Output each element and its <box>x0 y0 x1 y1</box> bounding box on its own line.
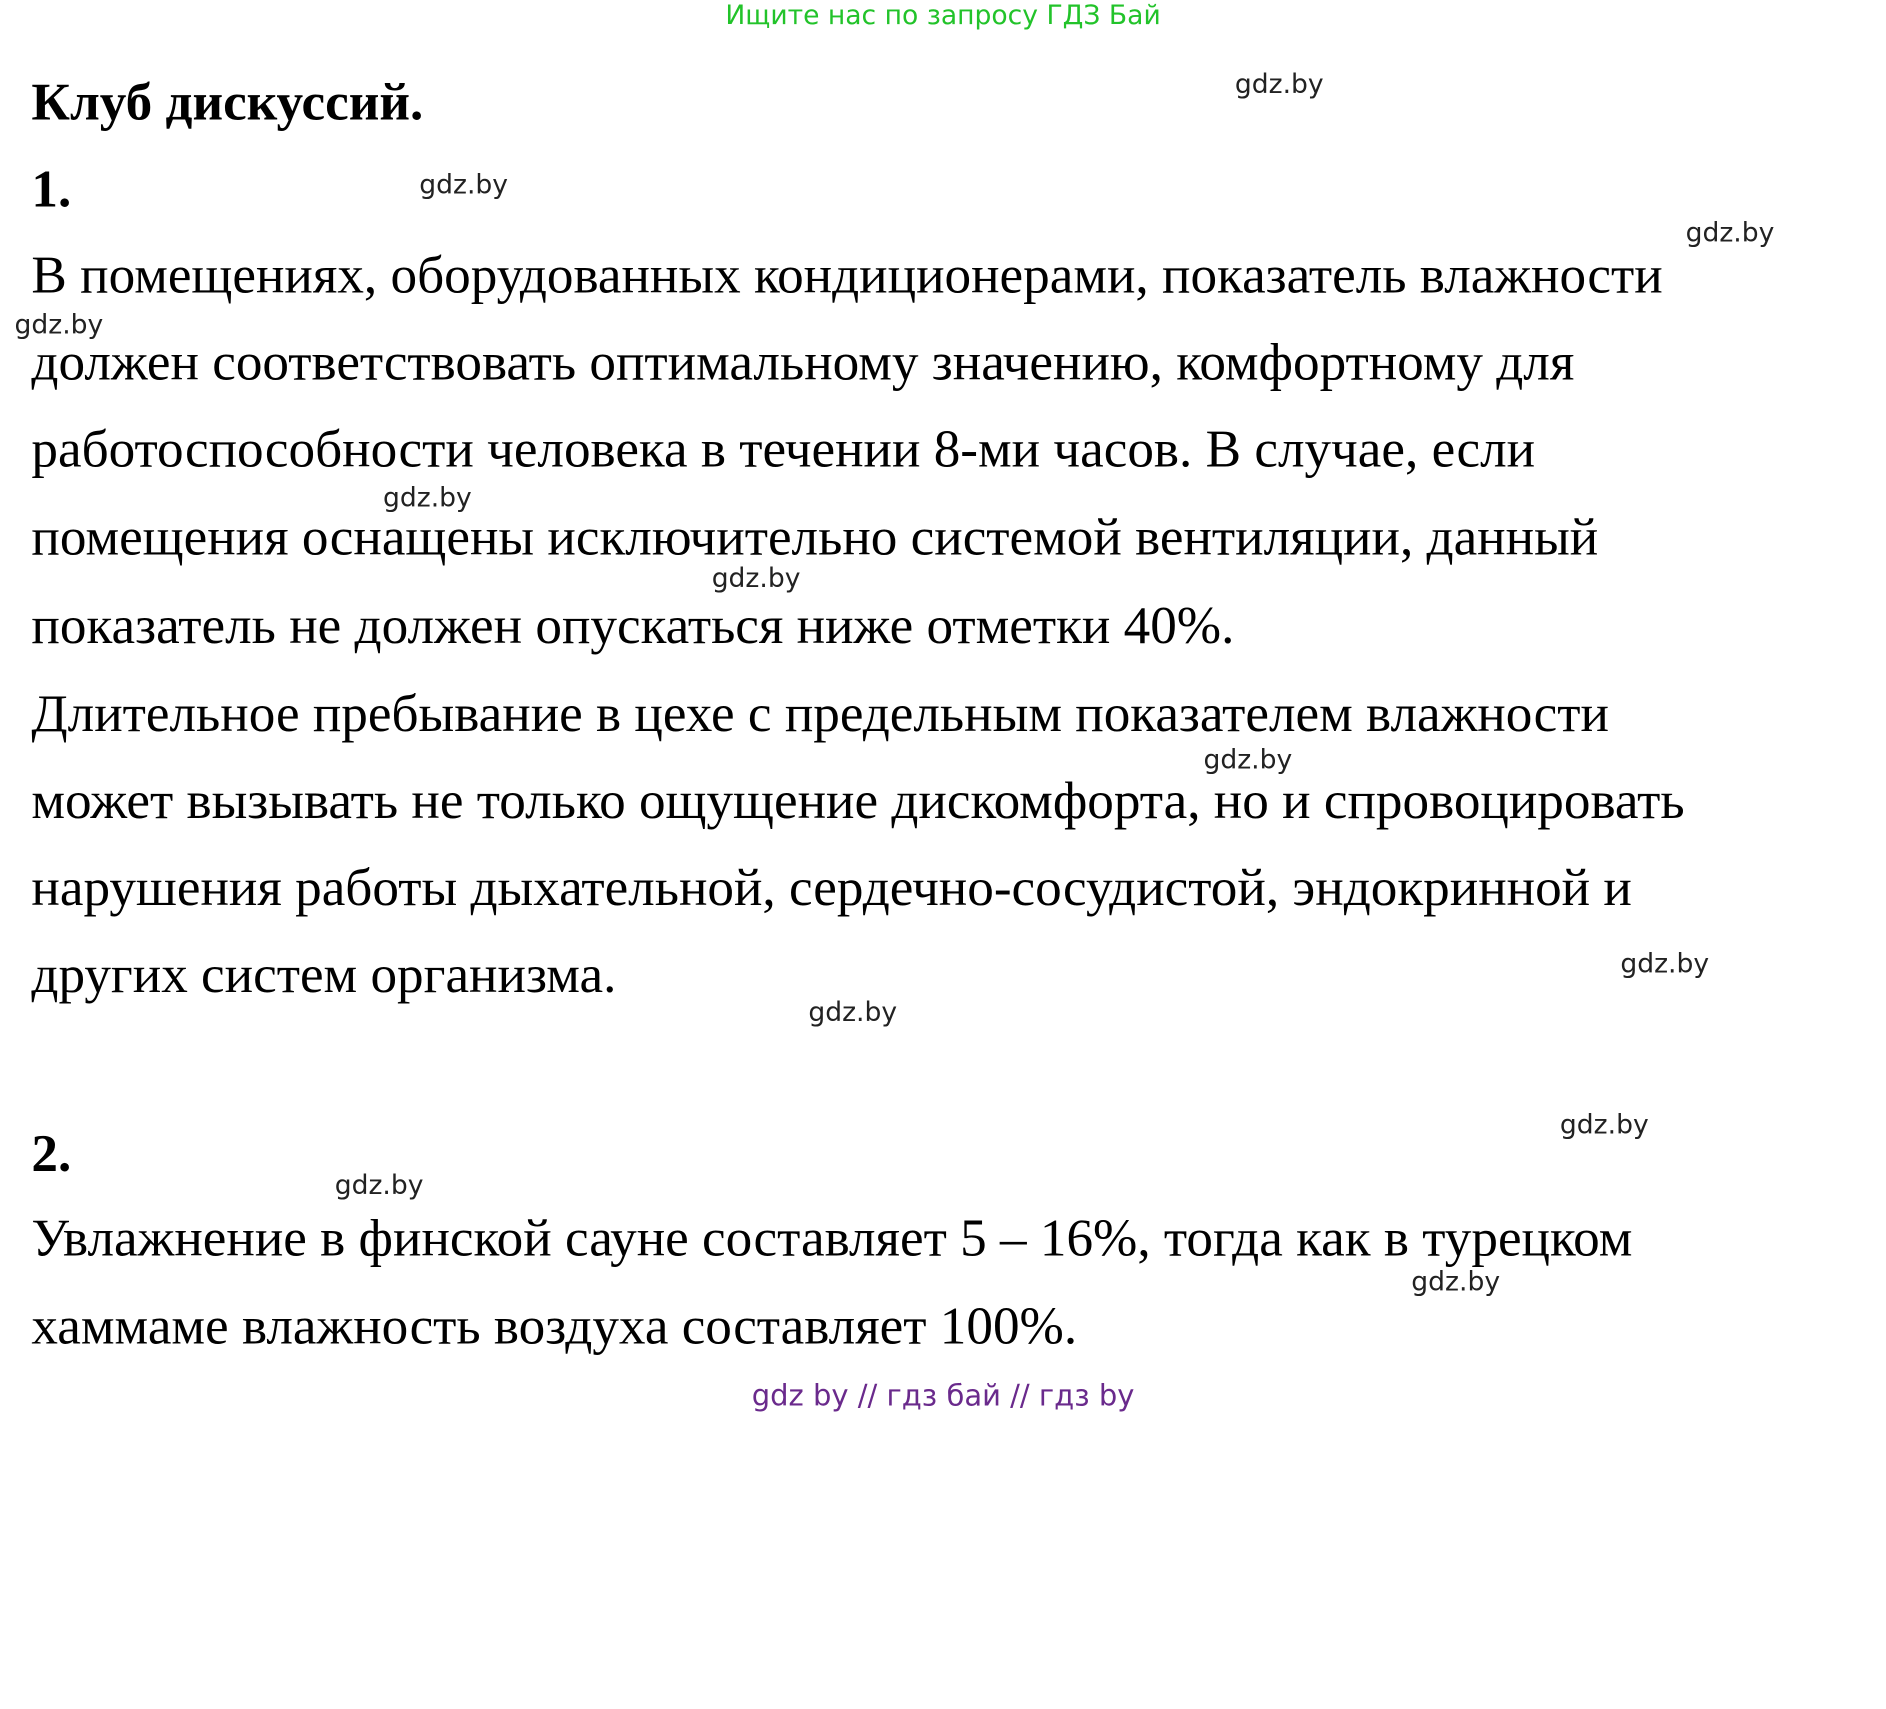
watermark: gdz.by <box>1620 949 1710 980</box>
section-1-line-6: Длительное пребывание в цехе с предельным показателем влажности <box>31 683 1609 744</box>
watermark: gdz.by <box>14 310 104 341</box>
watermark: gdz.by <box>711 564 801 595</box>
section-number-1: 1. <box>31 159 72 219</box>
section-1-line-2: должен соответствовать оптимальному значению, комфортному для <box>31 332 1575 392</box>
section-1-line-3: работоспособности человека в течении 8-ми часов. В случае, если <box>31 419 1536 479</box>
top-banner[interactable]: Ищите нас по запросу ГДЗ Бай <box>725 1 1161 32</box>
page-title: Клуб дискуссий. <box>31 72 424 132</box>
watermark: gdz.by <box>1203 745 1293 776</box>
watermark: gdz.by <box>419 170 509 201</box>
section-2-line-1: Увлажнение в финской сауне составляет 5 – 16%, тогда как в турецком <box>31 1208 1633 1268</box>
section-1-line-9: других систем организма. <box>31 944 617 1005</box>
section-1-line-5: показатель не должен опускаться ниже отметки 40%. <box>31 595 1235 655</box>
section-2-line-2: хаммаме влажность воздуха составляет 100%. <box>31 1296 1078 1356</box>
section-1-line-8: нарушения работы дыхательной, сердечно-сосудистой, эндокринной и <box>31 857 1632 918</box>
watermark: gdz.by <box>1685 218 1775 249</box>
watermark: gdz.by <box>1559 1110 1649 1141</box>
watermark: gdz.by <box>334 1170 424 1202</box>
watermark: gdz.by <box>808 998 898 1029</box>
section-1-line-4: помещения оснащены исключительно системой вентиляции, данный <box>31 507 1599 567</box>
footer-links[interactable]: gdz by // гдз бай // гдз by <box>751 1378 1135 1413</box>
section-number-2: 2. <box>31 1123 72 1183</box>
watermark: gdz.by <box>1411 1267 1501 1298</box>
section-1-line-1: В помещениях, оборудованных кондиционерами, показатель влажности <box>31 245 1663 305</box>
watermark: gdz.by <box>1234 70 1324 101</box>
watermark: gdz.by <box>383 483 472 514</box>
section-1-line-7: может вызывать не только ощущение дискомфорта, но и спровоцировать <box>31 770 1685 831</box>
